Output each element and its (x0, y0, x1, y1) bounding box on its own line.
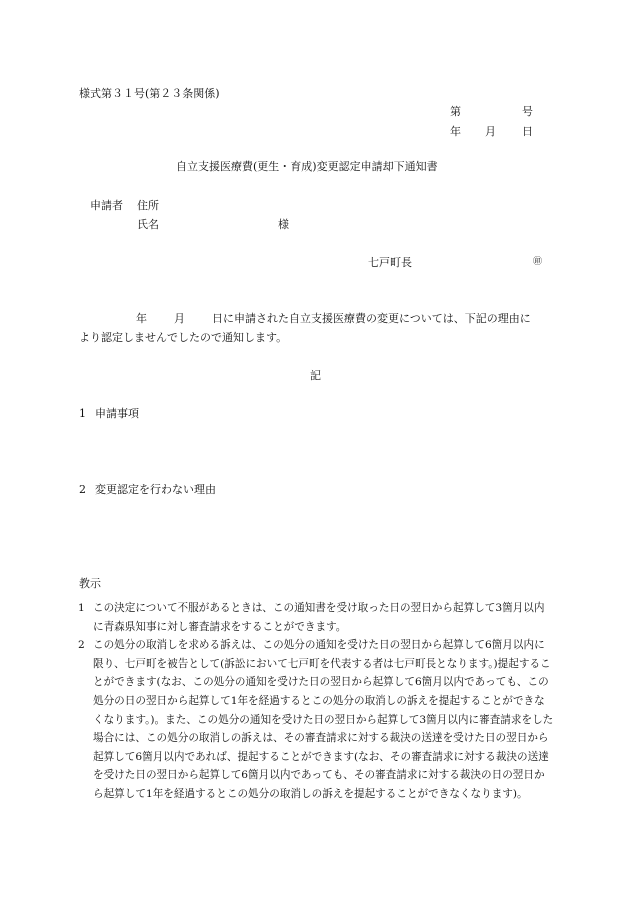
section-2-label: 変更認定を行わない理由 (95, 483, 216, 496)
notice-item (78, 599, 554, 636)
section-1-num: 1 (79, 407, 86, 420)
section-1-label: 申請事項 (95, 407, 139, 420)
notice-item (78, 636, 554, 803)
notice-heading: 教示 (79, 577, 101, 590)
date-month: 月 (485, 125, 496, 138)
notice-item-text: この決定について不服があるときは、この通知書を受け取った日の翌日から起算して3箇月以内に青森県知事に対し審査請求をすることができます。 (93, 602, 545, 633)
address-label: 住所 (137, 199, 159, 212)
applicant-label: 申請者 (90, 199, 123, 212)
notice-item-number: 2 (78, 639, 85, 652)
document-title: 自立支援医療費(更生・育成)変更認定申請却下通知書 (176, 160, 438, 173)
number-prefix: 第 (450, 105, 461, 118)
body-text-line1: 日に申請された自立支援医療費の変更については、下記の理由に (212, 312, 531, 325)
section-2-num: 2 (79, 483, 86, 496)
name-label: 氏名 (137, 218, 159, 231)
honorific: 様 (278, 218, 289, 231)
issuer-name: 七戸町長 (368, 256, 412, 269)
ki-heading: 記 (310, 369, 321, 382)
date-day: 日 (522, 125, 533, 138)
body-text-line2: より認定しませんでしたので通知します。 (79, 331, 288, 344)
body-year: 年 (136, 312, 147, 325)
form-number: 様式第３１号(第２３条関係) (79, 87, 220, 100)
notice-list (78, 599, 554, 804)
body-month: 月 (174, 312, 185, 325)
notice-item-number: 1 (78, 602, 85, 614)
seal-mark: ㊞ (533, 257, 543, 267)
notice-item-text: この処分の取消しを求める訴えは、この処分の通知を受けた日の翌日から起算して6箇月以内に限り、七戸町を被告として(訴訟において七戸町を代表する者は七戸町長となります。)提起することができます(なお、この処分の通知を受けた日の翌日から起算して6箇月以内であっても、この処分の日の翌日から起算して1年を経過するとこの処分の取消しの訴えを提起することができなくなります。)。また、この処分の通知を受けた日の翌日から起算して3箇月以内に審査請求をした場合には、この処分の取消しの訴えは、その審査請求に対する裁決の送達を受けた日の翌日から起算して6箇月以内であれば、提起することができます(なお、その審査請求に対する裁決の送達を受けた日の翌日から起算して6箇月以内であっても、その審査請求に対する裁決の日の翌日から起算して1年を経過するとこの処分の取消しの訴えを提起することができなくなります)。 (93, 639, 554, 800)
date-year: 年 (450, 125, 461, 138)
number-suffix: 号 (522, 105, 533, 118)
